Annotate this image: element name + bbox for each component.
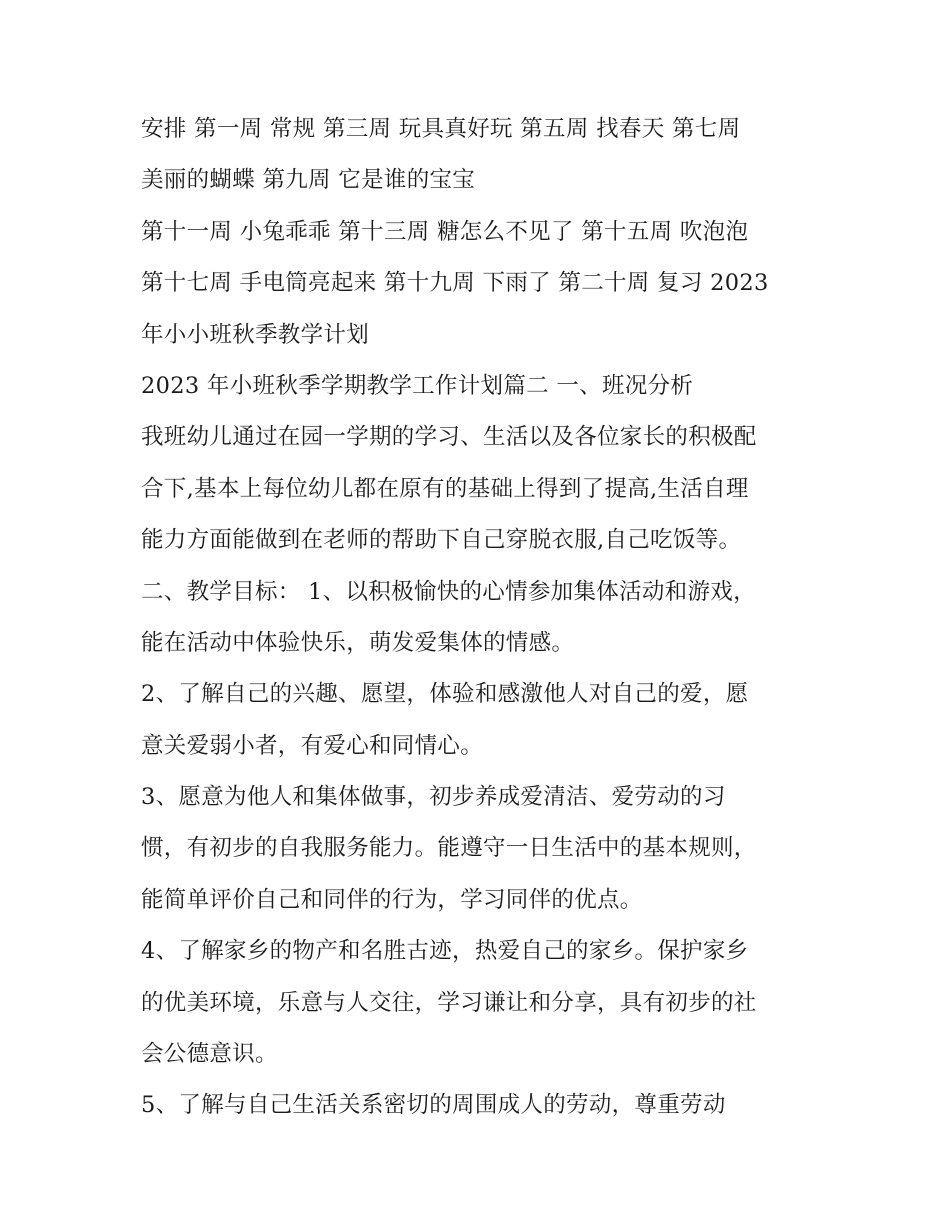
text-line: 2、了解自己的兴趣、愿望，体验和感激他人对自己的爱，愿 [141,681,749,708]
text-line: 我班幼儿通过在园一学期的学习、生活以及各位家长的积极配 [141,424,757,451]
text-line: 年小小班秋季教学计划 [141,321,370,348]
text-line: 能力方面能做到在老师的帮助下自己穿脱衣服,自己吃饭等。 [141,527,742,554]
text-line: 安排 第一周 常规 第三周 玩具真好玩 第五周 找春天 第七周 [141,116,741,142]
text-line: 会公德意识。 [141,1041,278,1068]
text-line: 第十七周 手电筒亮起来 第十九周 下雨了 第二十周 复习 2023 [141,270,769,297]
text-line: 能在活动中体验快乐，萌发爱集体的情感。 [141,629,575,656]
text-line: 惯，有初步的自我服务能力。能遵守一日生活中的基本规则， [141,835,757,862]
document-body [141,104,831,1132]
text-line: 美丽的蝴蝶 第九周 它是谁的宝宝 [141,167,476,194]
text-line: 5、了解与自己生活关系密切的周围成人的劳动，尊重劳动 [141,1092,726,1119]
text-line: 意关爱弱小者，有爱心和同情心。 [141,732,484,759]
text-line: 4、了解家乡的物产和名胜古迹，热爱自己的家乡。保护家乡 [141,938,749,965]
text-line: 3、愿意为他人和集体做事，初步养成爱清洁、爱劳动的习 [141,784,726,811]
text-line: 合下,基本上每位幼儿都在原有的基础上得到了提高,生活自理 [141,475,749,502]
text-line: 的优美环境，乐意与人交往，学习谦让和分享，具有初步的社 [141,989,757,1016]
text-line: 二、教学目标： 1、以积极愉快的心情参加集体活动和游戏， [141,578,756,605]
text-line: 第十一周 小兔乖乖 第十三周 糖怎么不见了 第十五周 吹泡泡 [141,218,749,245]
section-heading-line: 2023 年小班秋季学期教学工作计划篇二 一、班况分析 [141,372,694,399]
text-line: 能简单评价自己和同伴的行为，学习同伴的优点。 [141,886,643,913]
